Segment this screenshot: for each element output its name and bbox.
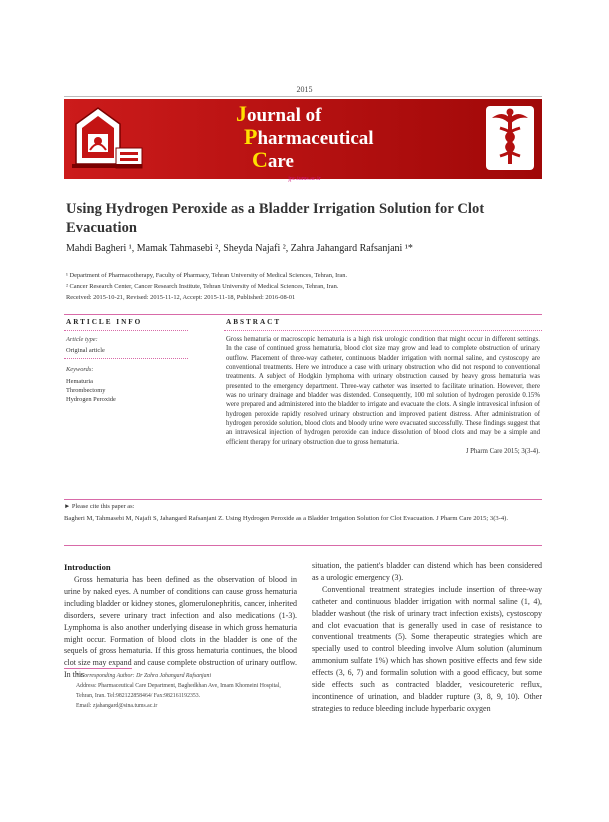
article-title: Using Hydrogen Peroxide as a Bladder Irrigation Solution for Clot Evacuation (66, 201, 485, 236)
body-paragraph: Gross hematuria has been defined as the observation of blood in urine by naked eyes. A number of conditions can cause gross hematuria including bladder or kidney stones, glomerulonephritis, cancer, inherited disorders, severe urinary tract infection and also medications (1-3). Lymphoma is also another underlying disease in which gross hematuria might occur. Formation of blood clots in the bladder is one of the sequels of gross hematuria. If this gross hematuria continues, the blood clot size may expand and cause complete obstruction of urinary outflow. In this (64, 575, 297, 680)
keyword-item: Hydrogen Peroxide (66, 396, 116, 403)
footnote (76, 671, 298, 711)
footnote-rule (64, 668, 132, 669)
body-paragraph: situation, the patient's bladder can distend which has been considered as a urologic emergency (3). (312, 561, 542, 582)
article-info-rule (64, 330, 188, 331)
journal-cap-c: C (252, 147, 268, 172)
article-authors: Mahdi Bagheri ¹, Mamak Tahmasebi ², Sheyda Najafi ², Zahra Jahangard Rafsanjani ¹* (66, 243, 413, 254)
keywords-label: Keywords: (66, 366, 94, 373)
body-column-left (64, 574, 297, 681)
article-type-label: Article type: (66, 336, 98, 343)
introduction-heading: Introduction (64, 562, 111, 572)
corresponding-author: * Corresponding Author: Dr Zahra Jahangard Rafsanjani (76, 673, 212, 679)
citation-label: ► Please cite this paper as: (64, 503, 135, 510)
keyword-item: Hematuria (66, 378, 93, 385)
body-paragraph: Conventional treatment strategies include insertion of three-way catheter and continuous bladder irrigation with normal saline (1, 4), bladder washout (the risk of urinary tract infection exists), cystoscopy and clot evacuation that is generally used in case of resistance to conventional treatments (5). Some therapeutic strategies which are specially used to control bleeding involve Alum solution (aluminum ammonium sulfate 1%) which has shown positive effects and few side effects (3, 6, 7) and formalin solution with a good efficacy, but some side effects such as contracted bladder, vesicoureteric reflux, incontinence of urination, and bladder rupture (3, 8, 9, 10). Other strategies to reduce bleeding include hyperbaric oxygen (312, 584, 542, 713)
body-column-right (312, 560, 542, 715)
journal-word-3: are (267, 151, 294, 172)
affiliation-2: ² Cancer Research Center, Cancer Research Institute, Tehran University of Medical Sciences, Tehran, Iran. (66, 283, 339, 290)
keyword-item: Thrombectomy (66, 387, 106, 394)
journal-title (236, 103, 374, 172)
abstract-heading: ABSTRACT (226, 318, 282, 326)
author-email[interactable]: Email: zjahangard@sina.tums.ac.ir (76, 703, 158, 709)
journal-cap-p: P (244, 124, 258, 149)
citation-text: Bagheri M, Tahmasebi M, Najafi S, Jahangard Rafsanjani Z. Using Hydrogen Peroxide as a Bladder Irrigation Solution for Clot Evacuation. J Pharm Care 2015; 3(3-4). (64, 515, 509, 522)
article-type-value: Original article (66, 347, 105, 354)
section-rule-cite-bottom (64, 545, 542, 546)
affiliation-1: ¹ Department of Pharmacotherapy, Faculty of Pharmacy, Tehran University of Medical Sciences, Tehran, Iran. (66, 272, 348, 279)
article-info-heading: ARTICLE INFO (66, 318, 143, 326)
abstract-body (226, 335, 540, 456)
page-year: 2015 (296, 85, 313, 94)
caduceus-icon (484, 104, 536, 172)
abstract-text: Gross hematuria or macroscopic hematuria is a high risk urologic condition that might occur in different settings. In the case of continued gross hematuria, blood clot size may grow and lead to complete obstruction of urinary outflow. Placement of three-way catheter, continuous bladder irrigation with normal saline, and cystoscopy are conventional treatments. Here we introduce a case with urinary obstruction who did not respond to conventional treatments. A subject of Hodgkin lymphoma with urinary obstruction caused by heavy gross hematuria was presented to the emergency department. Three-way catheter was inserted to facilitate urination. However, there was no urinary drainage and bladder was distended. Consequently, 100 ml solution of hydrogen peroxide 0.15% were prepared and administered into the bladder to irrigate and evacuate the clots. A single intravesical infusion of hydrogen peroxide rapidly resolved urinary obstruction and improved patient distress. After administration of hydrogen peroxide solution, blood clots and bloody urine were evacuated successfully. These findings suggest that an intravesical injection of hydrogen peroxide can induce dissolution of blood clots and may be a simple and efficient therapy for urinary obstruction due to gross hematuria. (226, 336, 540, 446)
journal-word-1: ournal of (247, 105, 322, 126)
author-address: Address: Pharmaceutical Care Department, Baghedkhan Ave, Imam Khomeini Hospital, Tehran, Iran. Tel:982122858464/ Fax:982161192353. (76, 683, 281, 699)
citation-box (64, 503, 542, 524)
keywords-rule (64, 358, 188, 359)
journal-cap-j: J (236, 101, 247, 126)
abstract-rule (224, 330, 542, 331)
keywords-list (66, 377, 116, 404)
abstract-journal-ref: J Pharm Care 2015; 3(3-4). (465, 448, 540, 456)
section-rule-top (64, 314, 542, 315)
journal-url[interactable]: jpc.tums.ac.ir (288, 176, 321, 182)
university-logo-icon (68, 104, 146, 172)
journal-word-2: harmaceutical (257, 128, 374, 149)
article-dates: Received: 2015-10-21, Revised: 2015-11-12, Accept: 2015-11-18, Published: 2016-08-01 (66, 294, 296, 301)
section-rule-cite-top (64, 499, 542, 500)
header-rule (64, 96, 542, 97)
